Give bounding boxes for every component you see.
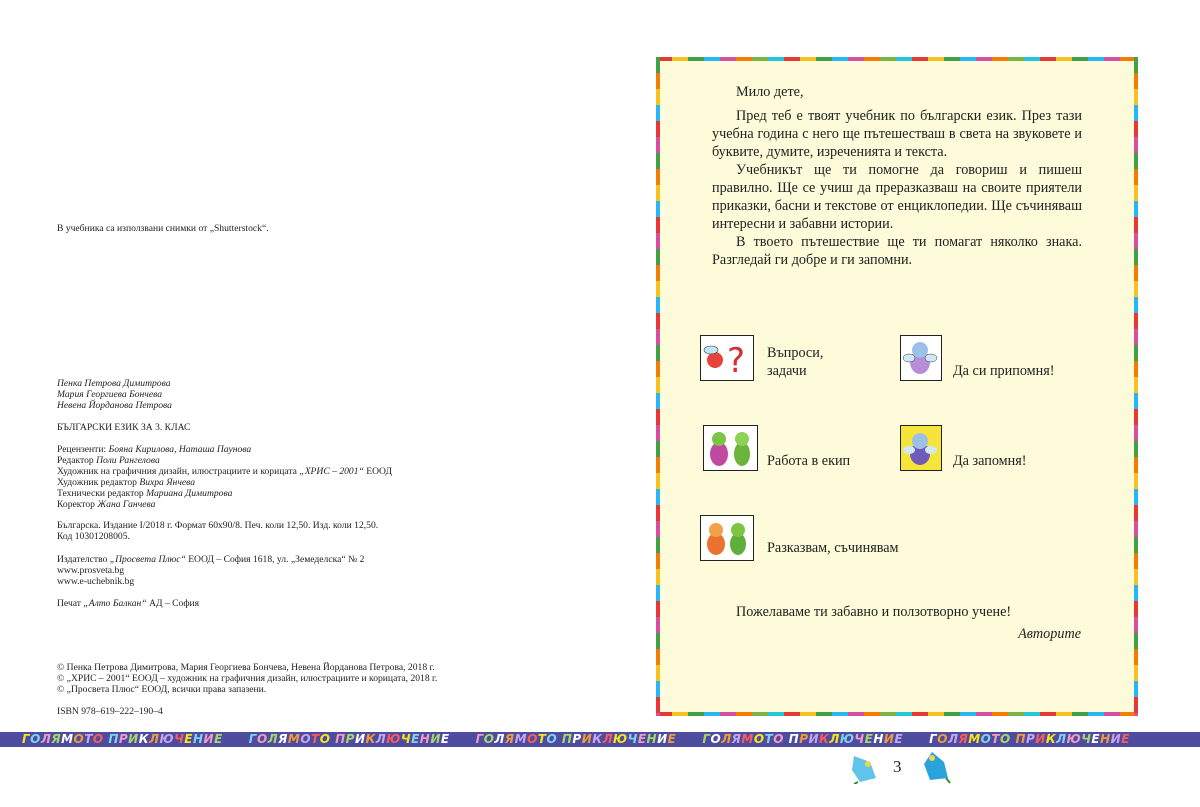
banner-title: ГОЛЯМОТО ПРИКЛЮЧЕНИЕ [22,732,223,746]
question-bug-icon [700,335,754,381]
closing-wish: Пожелаваме ти забавно и ползотворно учене! [736,604,1012,620]
banner-title: ГОЛЯМОТО ПРИКЛЮЧЕНИЕ [248,732,450,746]
edition-info: Българска. Издание I/2018 г. Формат 60х90/8. Печ. коли 12,50. Изд. коли 12,50. Код 10301208005. [57,520,379,542]
banner-title: ГОЛЯМОТО ПРИКЛЮЧЕНИЕ [702,732,904,746]
flower-right-icon [918,750,952,789]
remember-bee-icon [900,335,942,381]
credit-line: Коректор Жана Ганчева [57,499,156,510]
author: Пенка Петрова Димитрова [57,378,171,389]
svg-text:?: ? [727,341,746,379]
sign-label-remember: Да си припомня! [953,363,1055,379]
paragraph: Учебникът ще ти помогне да говориш и пишеш правилно. Ще се учиш да преразказваш на своите приятели приказки, басни и текстове от енциклопедии. Ще съчиняваш интересни и забавни истории. [712,162,1082,232]
page-number: 3 [893,757,902,776]
book-title: БЪЛГАРСКИ ЕЗИК ЗА 3. КЛАС [57,422,191,433]
signature: Авторите [1018,626,1081,642]
paragraph: Пред теб е твоят учебник по български език. През тази учебна година с него ще пътешестваш в света на звуковете и буквите, думите, изреченията и текста. [712,108,1082,160]
credit-line: Художник редактор Вихра Янчева [57,477,196,488]
memorize-bee-icon [900,425,942,471]
banner-title: ГОЛЯМОТО ПРИКЛЮЧЕНИЕ [475,732,677,746]
series-banner [0,732,1200,747]
credit-line: Рецензенти: Бояна Кирилова, Наташа Паунова [57,444,252,455]
author: Мария Георгиева Бончева [57,389,163,400]
print-info: Печат „Алто Балкан“ АД – София [57,598,200,609]
publisher-info: Издателство „Просвета Плюс“ ЕООД – София 1618, ул. „Земеделска“ № 2 www.prosveta.bg www.e-uchebnik.bg [57,554,365,587]
teamwork-bugs-icon [703,425,758,471]
copyright-list: © Пенка Петрова Димитрова, Мария Георгиева Бончева, Невена Йорданова Петрова, 2018 г. © „ХРИС – 2001“ ЕООД – художник на графичния дизайн, илюстрациите и корицата, 2018 г. © „Просвета Плюс“ ЕООД, всички права запазени. [57,662,438,695]
sign-label-memorize: Да запомня! [953,453,1027,469]
greeting: Мило дете, [736,84,804,100]
credit-line: Технически редактор Мариана Димитрова [57,488,233,499]
sign-label-teamwork: Работа в екип [767,453,851,469]
credits-list [57,444,392,510]
sign-label-storytelling: Разказвам, съчинявам [767,540,899,556]
banner-title: ГОЛЯМОТО ПРИКЛЮЧЕНИЕ [929,732,1130,746]
letter-body [712,83,1082,269]
paragraph: В твоето пътешествие ще ти помагат няколко знака. Разгледай ги добре и ги запомни. [712,234,1082,268]
isbn: ISBN 978–619–222–190–4 [57,706,163,717]
storytelling-bugs-icon [700,515,754,561]
credit-line: Художник на графичния дизайн, илюстрациите и корицата „ХРИС – 2001“ ЕООД [57,466,393,477]
sign-label-questions: Въпроси, задачи [767,345,824,379]
website-link[interactable]: www.prosveta.bg [57,565,125,576]
website-link[interactable]: www.e-uchebnik.bg [57,576,135,587]
credit-line: Редактор Поли Рангелова [57,455,160,466]
author: Невена Йорданова Петрова [57,400,172,411]
authors-list [57,378,172,411]
flower-left-icon [848,752,880,789]
photo-credit: В учебника са използвани снимки от „Shutterstock“. [57,223,269,234]
